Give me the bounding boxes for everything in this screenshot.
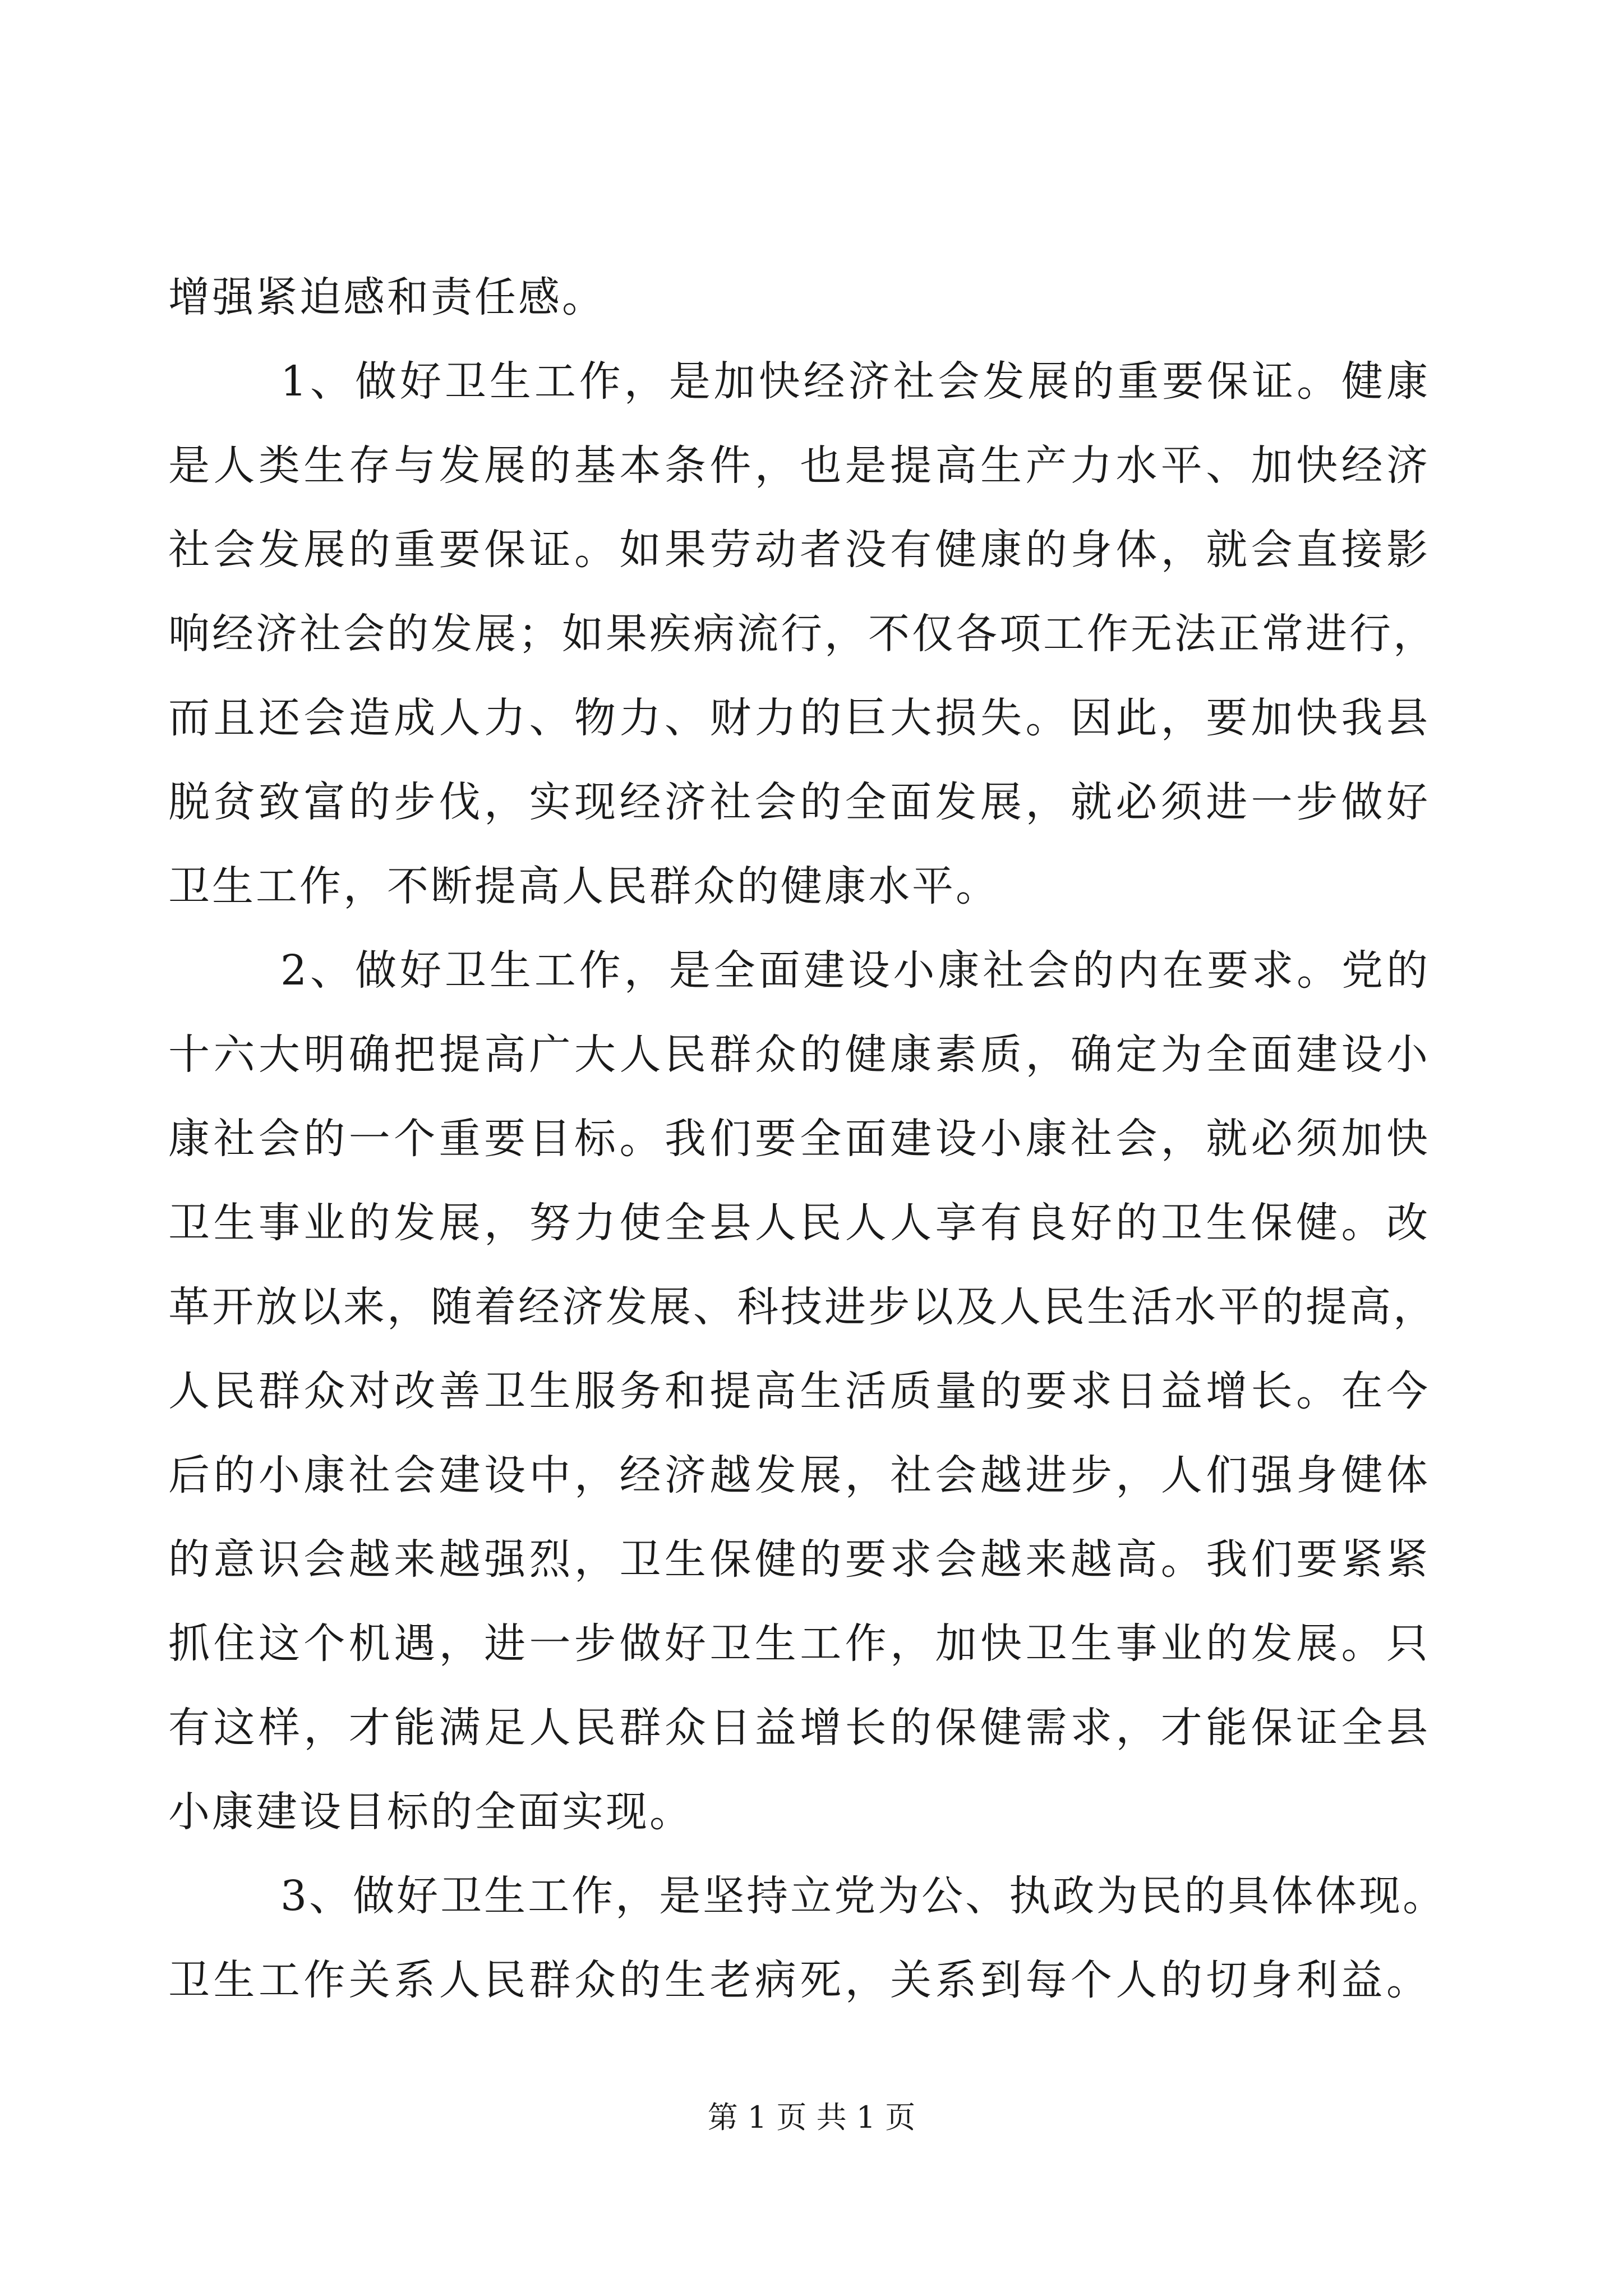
text-line: 十六大明确把提高广大人民群众的健康素质，确定为全面建设小 bbox=[168, 1030, 1430, 1079]
text-line: 康社会的一个重要目标。我们要全面建设小康社会，就必须加快 bbox=[168, 1115, 1430, 1163]
paragraph-3-line: 3、做好卫生工作，是坚持立党为公、执政为民的具体体现。 bbox=[280, 1872, 1447, 1920]
text-line: 增强紧迫感和责任感。 bbox=[168, 273, 606, 321]
text-line: 是人类生存与发展的基本条件，也是提高生产力水平、加快经济 bbox=[168, 441, 1430, 490]
text-line: 卫生事业的发展，努力使全县人民人人享有良好的卫生保健。改 bbox=[168, 1199, 1430, 1247]
text-line: 卫生工作关系人民群众的生老病死，关系到每个人的切身利益。 bbox=[168, 1956, 1430, 2004]
text-line: 而且还会造成人力、物力、财力的巨大损失。因此，要加快我县 bbox=[168, 694, 1430, 742]
text-line: 人民群众对改善卫生服务和提高生活质量的要求日益增长。在今 bbox=[168, 1367, 1430, 1415]
text-line: 卫生工作，不断提高人民群众的健康水平。 bbox=[168, 862, 999, 910]
text-line: 抓住这个机遇，进一步做好卫生工作，加快卫生事业的发展。只 bbox=[168, 1619, 1430, 1668]
text-line: 革开放以来，随着经济发展、科技进步以及人民生活水平的提高， bbox=[168, 1283, 1437, 1331]
text-line: 的意识会越来越强烈，卫生保健的要求会越来越高。我们要紧紧 bbox=[168, 1535, 1430, 1584]
text-line: 脱贫致富的步伐，实现经济社会的全面发展，就必须进一步做好 bbox=[168, 778, 1430, 826]
paragraph-2-line: 2、做好卫生工作，是全面建设小康社会的内在要求。党的 bbox=[280, 946, 1430, 995]
text-line: 后的小康社会建设中，经济越发展，社会越进步，人们强身健体 bbox=[168, 1451, 1430, 1499]
text-line: 小康建设目标的全面实现。 bbox=[168, 1788, 693, 1836]
page-footer: 第 1 页 共 1 页 bbox=[707, 2100, 916, 2135]
text-line: 响经济社会的发展；如果疾病流行，不仅各项工作无法正常进行， bbox=[168, 610, 1437, 658]
text-line: 有这样，才能满足人民群众日益增长的保健需求，才能保证全县 bbox=[168, 1704, 1430, 1752]
paragraph-1-line: 1、做好卫生工作，是加快经济社会发展的重要保证。健康 bbox=[280, 357, 1430, 406]
text-line: 社会发展的重要保证。如果劳动者没有健康的身体，就会直接影 bbox=[168, 526, 1430, 574]
